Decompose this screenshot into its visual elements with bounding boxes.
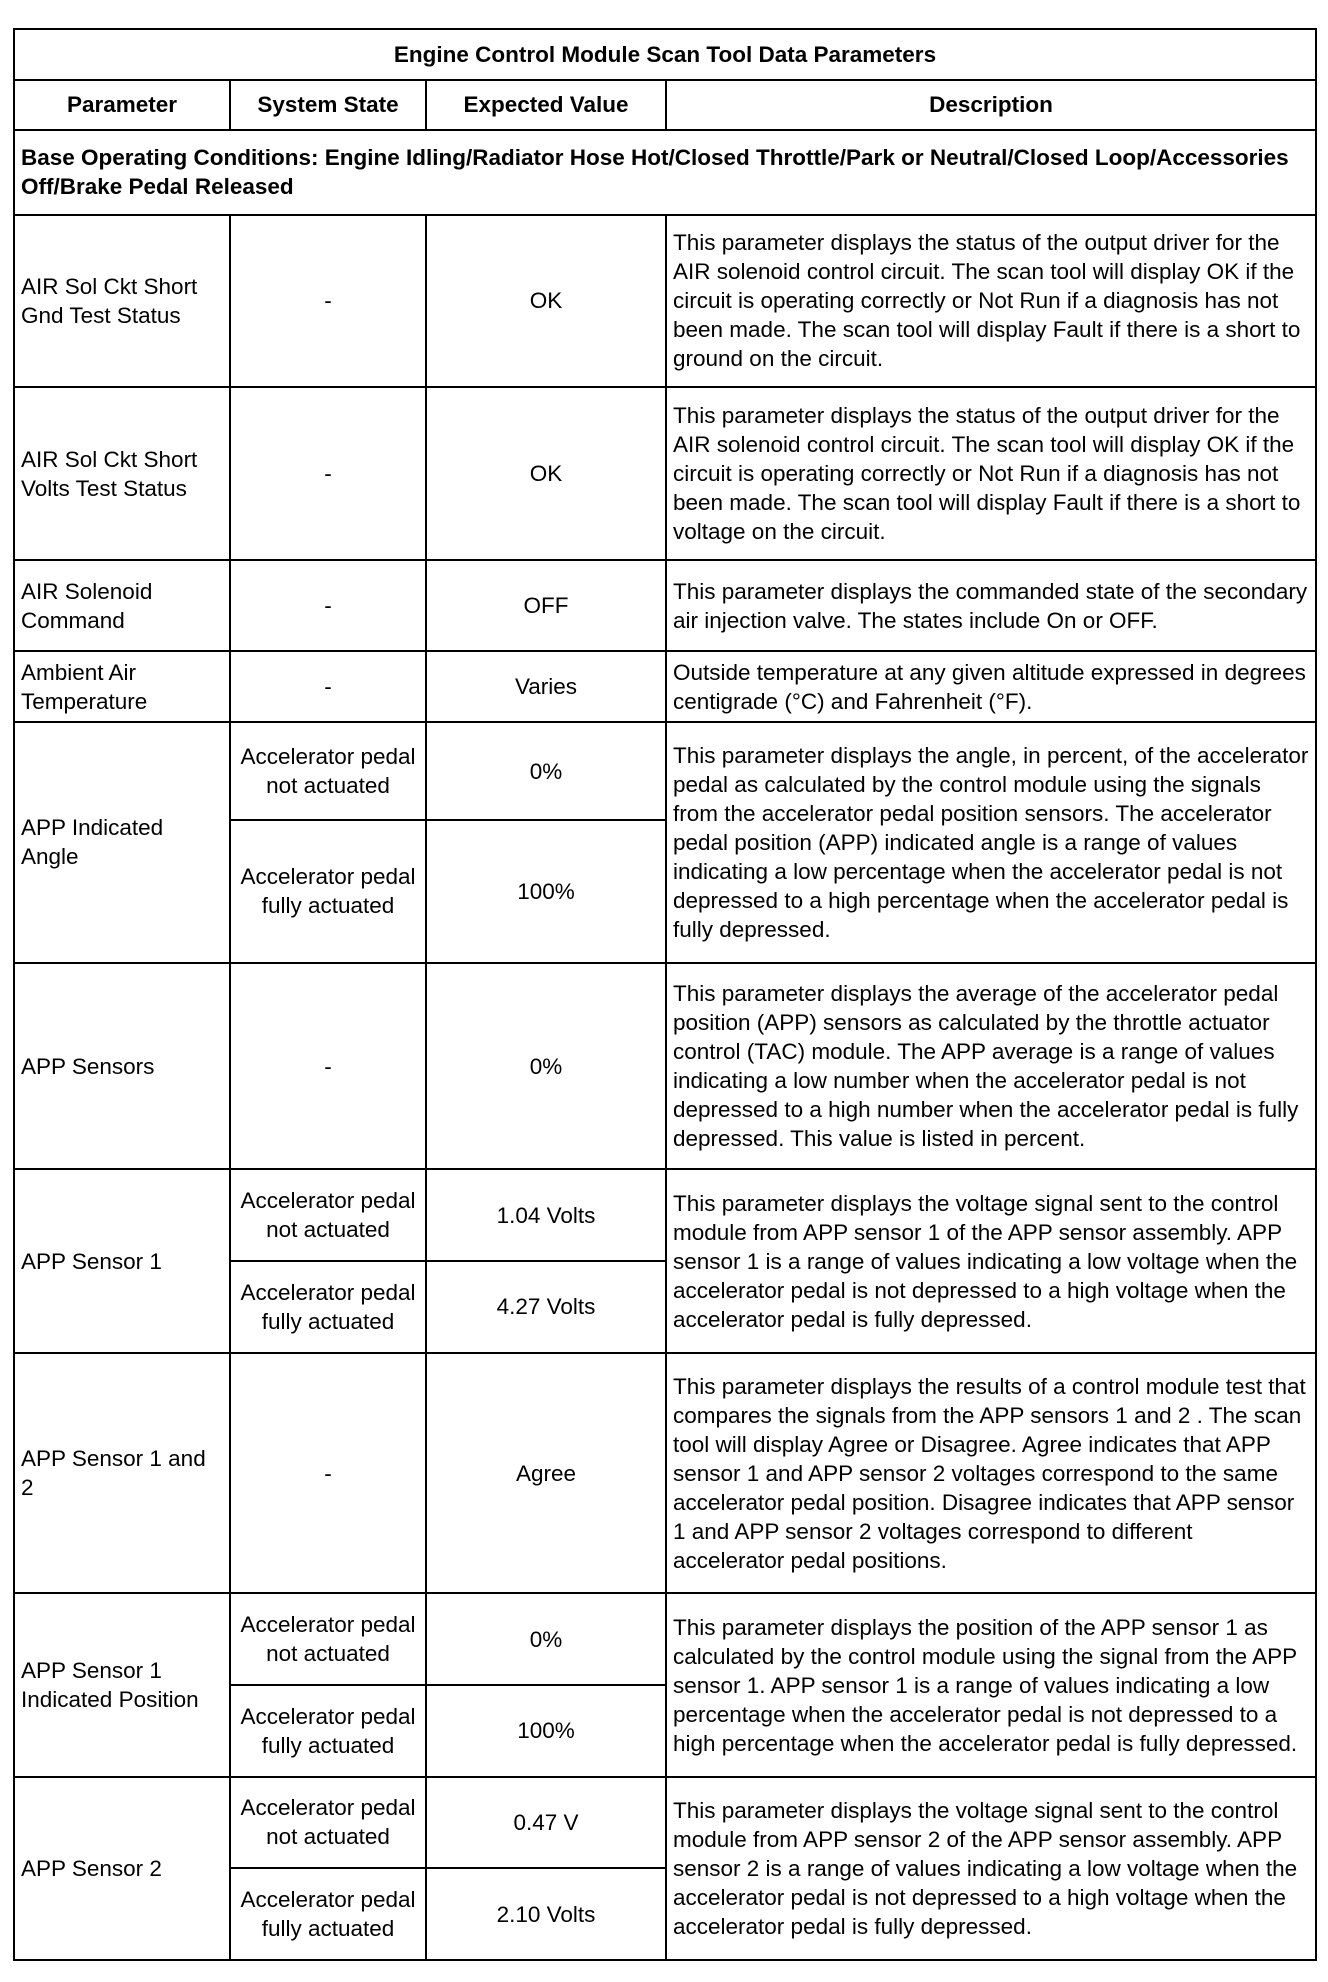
description-cell: This parameter displays the voltage signal sent to the control module from APP sensor 1 of the APP sensor assembly. APP sensor 1 is a range of values indicating a low voltage when the accelerator pedal is not depressed to a high voltage when the accelerator pedal is fully depressed.	[666, 1169, 1316, 1352]
parameter-cell: AIR Sol Ckt Short Volts Test Status	[14, 387, 230, 560]
parameter-cell: APP Sensor 2	[14, 1777, 230, 1960]
description-cell: Outside temperature at any given altitude expressed in degrees centigrade (°C) and Fahrenheit (°F).	[666, 651, 1316, 721]
header-expected-value: Expected Value	[426, 80, 666, 131]
description-cell: This parameter displays the voltage signal sent to the control module from APP sensor 2 of the APP sensor assembly. APP sensor 2 is a range of values indicating a low voltage when the accelerator pedal is not depressed to a high voltage when the accelerator pedal is fully depressed.	[666, 1777, 1316, 1960]
scan-tool-data-table	[13, 28, 1317, 1961]
description-cell: This parameter displays the angle, in percent, of the accelerator pedal as calculated by the control module using the signals from the accelerator pedal position sensors. The accelerator pedal position (APP) indicated angle is a range of values indicating a low percentage when the accelerator pedal is not depressed to a high percentage when the accelerator pedal is fully depressed.	[666, 722, 1316, 963]
expected-value-cell: 4.27 Volts	[426, 1261, 666, 1353]
base-conditions: Base Operating Conditions: Engine Idling/Radiator Hose Hot/Closed Throttle/Park or Neutral/Closed Loop/Accessories Off/Brake Pedal Released	[14, 130, 1316, 215]
parameter-cell: APP Indicated Angle	[14, 722, 230, 963]
expected-value-cell: OK	[426, 215, 666, 388]
title-row	[14, 29, 1316, 80]
expected-value-cell: 100%	[426, 1685, 666, 1777]
expected-value-cell: 1.04 Volts	[426, 1169, 666, 1261]
system-state-cell: Accelerator pedal not actuated	[230, 1593, 426, 1685]
parameter-cell: APP Sensor 1 Indicated Position	[14, 1593, 230, 1776]
description-cell: This parameter displays the commanded state of the secondary air injection valve. The states include On or OFF.	[666, 560, 1316, 652]
table-row	[14, 963, 1316, 1170]
base-conditions-row	[14, 130, 1316, 215]
description-cell: This parameter displays the status of the output driver for the AIR solenoid control circuit. The scan tool will display OK if the circuit is operating correctly or Not Run if a diagnosis has not been made. The scan tool will display Fault if there is a short to ground on the circuit.	[666, 215, 1316, 388]
table-row	[14, 722, 1316, 820]
system-state-cell: -	[230, 651, 426, 721]
expected-value-cell: 2.10 Volts	[426, 1868, 666, 1960]
system-state-cell: -	[230, 560, 426, 652]
header-parameter: Parameter	[14, 80, 230, 131]
header-description: Description	[666, 80, 1316, 131]
parameter-cell: AIR Solenoid Command	[14, 560, 230, 652]
table-row	[14, 215, 1316, 388]
system-state-cell: Accelerator pedal fully actuated	[230, 1685, 426, 1777]
system-state-cell: -	[230, 215, 426, 388]
parameter-cell: APP Sensor 1 and 2	[14, 1353, 230, 1594]
table-row	[14, 560, 1316, 652]
header-row	[14, 80, 1316, 131]
table-row	[14, 1593, 1316, 1685]
description-cell: This parameter displays the results of a control module test that compares the signals from the APP sensors 1 and 2 . The scan tool will display Agree or Disagree. Agree indicates that APP sensor 1 and APP sensor 2 voltages correspond to the same accelerator pedal position. Disagree indicates that APP sensor 1 and APP sensor 2 voltages correspond to different accelerator pedal positions.	[666, 1353, 1316, 1594]
system-state-cell: -	[230, 1353, 426, 1594]
system-state-cell: -	[230, 387, 426, 560]
expected-value-cell: OFF	[426, 560, 666, 652]
system-state-cell: Accelerator pedal fully actuated	[230, 820, 426, 963]
header-system-state: System State	[230, 80, 426, 131]
expected-value-cell: 0.47 V	[426, 1777, 666, 1869]
table-row	[14, 1777, 1316, 1869]
expected-value-cell: 0%	[426, 722, 666, 820]
description-cell: This parameter displays the average of the accelerator pedal position (APP) sensors as calculated by the throttle actuator control (TAC) module. The APP average is a range of values indicating a low number when the accelerator pedal is not depressed to a high number when the accelerator pedal is fully depressed. This value is listed in percent.	[666, 963, 1316, 1170]
description-cell: This parameter displays the status of the output driver for the AIR solenoid control circuit. The scan tool will display OK if the circuit is operating correctly or Not Run if a diagnosis has not been made. The scan tool will display Fault if there is a short to voltage on the circuit.	[666, 387, 1316, 560]
system-state-cell: Accelerator pedal not actuated	[230, 722, 426, 820]
table-row	[14, 1169, 1316, 1261]
parameter-cell: Ambient Air Temperature	[14, 651, 230, 721]
system-state-cell: Accelerator pedal fully actuated	[230, 1261, 426, 1353]
parameter-cell: APP Sensor 1	[14, 1169, 230, 1352]
description-cell: This parameter displays the position of the APP sensor 1 as calculated by the control module using the signal from the APP sensor 1. APP sensor 1 is a range of values indicating a low percentage when the accelerator pedal is not depressed to a high percentage when the accelerator pedal is fully depressed.	[666, 1593, 1316, 1776]
expected-value-cell: 0%	[426, 1593, 666, 1685]
system-state-cell: -	[230, 963, 426, 1170]
system-state-cell: Accelerator pedal fully actuated	[230, 1868, 426, 1960]
table-row	[14, 387, 1316, 560]
expected-value-cell: Varies	[426, 651, 666, 721]
expected-value-cell: 0%	[426, 963, 666, 1170]
system-state-cell: Accelerator pedal not actuated	[230, 1777, 426, 1869]
expected-value-cell: OK	[426, 387, 666, 560]
parameter-cell: APP Sensors	[14, 963, 230, 1170]
table-title: Engine Control Module Scan Tool Data Parameters	[14, 29, 1316, 80]
table-row	[14, 1353, 1316, 1594]
expected-value-cell: Agree	[426, 1353, 666, 1594]
expected-value-cell: 100%	[426, 820, 666, 963]
parameter-cell: AIR Sol Ckt Short Gnd Test Status	[14, 215, 230, 388]
table-row	[14, 651, 1316, 721]
system-state-cell: Accelerator pedal not actuated	[230, 1169, 426, 1261]
